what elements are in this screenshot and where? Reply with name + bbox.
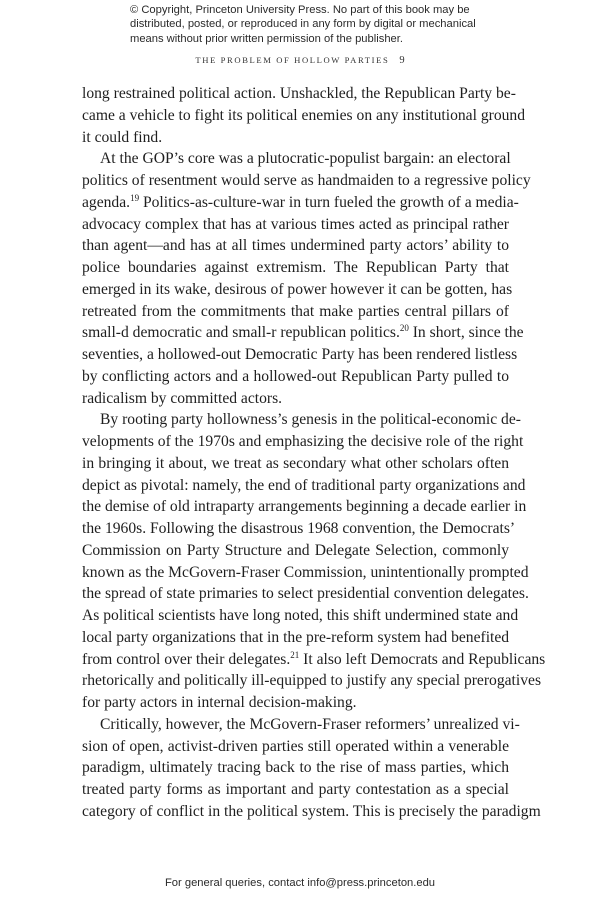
- copyright-line: means without prior written permission of the publisher.: [130, 32, 403, 45]
- text-line: [82, 301, 509, 323]
- page-number: 9: [399, 55, 405, 66]
- line-text: agenda.: [82, 193, 131, 211]
- copyright-notice: [130, 3, 490, 46]
- text-line: [82, 170, 531, 192]
- footnote-reference[interactable]: 19: [130, 192, 140, 203]
- footnote-reference[interactable]: 20: [399, 323, 409, 334]
- line-text: by conflicting actors and a hollowed-out Republican Party pulled to: [82, 367, 509, 385]
- text-line: [82, 83, 516, 105]
- line-text: known as the McGovern-Fraser Commission, unintentionally prompted: [82, 563, 529, 581]
- line-text: As political scientists have long noted, this shift undermined state and: [82, 607, 519, 624]
- line-text: came a vehicle to fight its political enemies on any institutional ground: [82, 106, 526, 124]
- line-text: rhetorically and politically ill-equipped to justify any special prerogatives: [82, 672, 542, 690]
- text-line: [82, 627, 509, 649]
- line-text: retreated from the commitments that make parties central pillars of: [82, 302, 509, 320]
- line-text: paradigm, ultimately tracing back to the rise of mass parties, which: [82, 759, 509, 777]
- text-line: [82, 518, 516, 540]
- line-text: emerged in its wake, desirous of power however it can be gotten, has: [82, 280, 513, 298]
- text-line: [82, 649, 546, 671]
- line-text: in bringing it about, we treat as secondary what other scholars often: [82, 454, 509, 472]
- copyright-line: distributed, posted, or reproduced in any form by digital or mechanical: [130, 18, 476, 31]
- paragraph: [82, 148, 531, 409]
- line-text: advocacy complex that has at various times acted as principal rather: [82, 215, 509, 233]
- text-line: [82, 344, 518, 366]
- text-line: [82, 496, 527, 518]
- line-text-continued: It also left Democrats and Republicans: [299, 650, 546, 668]
- text-line: [82, 388, 509, 410]
- line-text: it could find.: [82, 128, 163, 146]
- line-text: for party actors in internal decision-making.: [82, 694, 357, 711]
- line-text: At the GOP’s core was a plutocratic-populist bargain: an electoral: [100, 150, 511, 168]
- running-head-title: THE PROBLEM OF HOLLOW PARTIES: [195, 55, 390, 65]
- line-text: the 1960s. Following the disastrous 1968 convention, the Democrats’: [82, 520, 516, 537]
- text-line: [82, 779, 509, 801]
- text-line: [82, 235, 509, 257]
- text-line: [82, 214, 509, 236]
- paragraph: [82, 83, 526, 148]
- text-line: [82, 127, 509, 149]
- text-line: [82, 583, 529, 605]
- line-text: By rooting party hollowness’s genesis in the political-economic de-: [100, 411, 521, 429]
- text-line: [82, 475, 526, 497]
- line-text: velopments of the 1970s and emphasizing the decisive role of the right: [82, 433, 524, 450]
- line-text: category of conflict in the political system. This is precisely the paradigm: [82, 802, 541, 820]
- footnote-reference[interactable]: 21: [290, 649, 300, 660]
- text-line: [82, 540, 509, 562]
- line-text: radicalism by committed actors.: [82, 389, 283, 407]
- line-text: than agent—and has at all times undermined party actors’ ability to: [82, 237, 509, 255]
- copyright-line: © Copyright, Princeton University Press. No part of this book may be: [130, 4, 470, 16]
- line-text: the spread of state primaries to select presidential convention delegates.: [82, 585, 529, 603]
- text-line: [82, 148, 509, 170]
- text-line: [82, 757, 509, 779]
- line-text-continued: In short, since the: [408, 324, 524, 342]
- line-text: small-d democratic and small-r republican politics.: [82, 324, 400, 342]
- line-text: from control over their delegates.: [82, 650, 291, 668]
- text-line: [82, 192, 519, 214]
- line-text: seventies, a hollowed-out Democratic Party has been rendered listless: [82, 346, 518, 363]
- line-text: police boundaries against extremism. The Republican Party that: [82, 259, 509, 276]
- paragraph: [82, 714, 541, 823]
- line-text: Commission on Party Structure and Delegate Selection, commonly: [82, 541, 509, 559]
- text-line: [82, 670, 542, 692]
- text-line: [82, 366, 509, 388]
- line-text: depict as pivotal: namely, the end of traditional party organizations and: [82, 476, 526, 494]
- running-head: [0, 55, 600, 66]
- text-line: [82, 801, 541, 823]
- text-line: [82, 322, 524, 344]
- text-line: [82, 105, 526, 127]
- text-line: [82, 431, 524, 453]
- text-line: [82, 714, 520, 736]
- line-text: sion of open, activist-driven parties still operated within a venerable: [82, 737, 509, 755]
- footer-contact: For general queries, contact info@press.princeton.edu: [164, 877, 436, 889]
- text-line: [82, 279, 513, 301]
- text-line: [82, 736, 509, 758]
- paragraph: [82, 409, 546, 714]
- text-line: [82, 605, 519, 627]
- text-line: [82, 409, 521, 431]
- body-text: [82, 83, 546, 823]
- line-text-continued: Politics-as-culture-war in turn fueled the growth of a media-: [139, 193, 519, 211]
- line-text: the demise of old intraparty arrangements beginning a decade earlier in: [82, 498, 527, 516]
- text-line: [82, 692, 509, 714]
- line-text: Critically, however, the McGovern-Fraser reformers’ unrealized vi-: [100, 715, 520, 733]
- text-line: [82, 257, 509, 279]
- line-text: politics of resentment would serve as handmaiden to a regressive policy: [82, 172, 531, 189]
- line-text: local party organizations that in the pre-reform system had benefited: [82, 628, 510, 646]
- text-line: [82, 453, 509, 475]
- text-line: [82, 562, 529, 584]
- line-text: treated party forms as important and party contestation as a special: [82, 781, 509, 798]
- line-text: long restrained political action. Unshackled, the Republican Party be-: [82, 85, 516, 102]
